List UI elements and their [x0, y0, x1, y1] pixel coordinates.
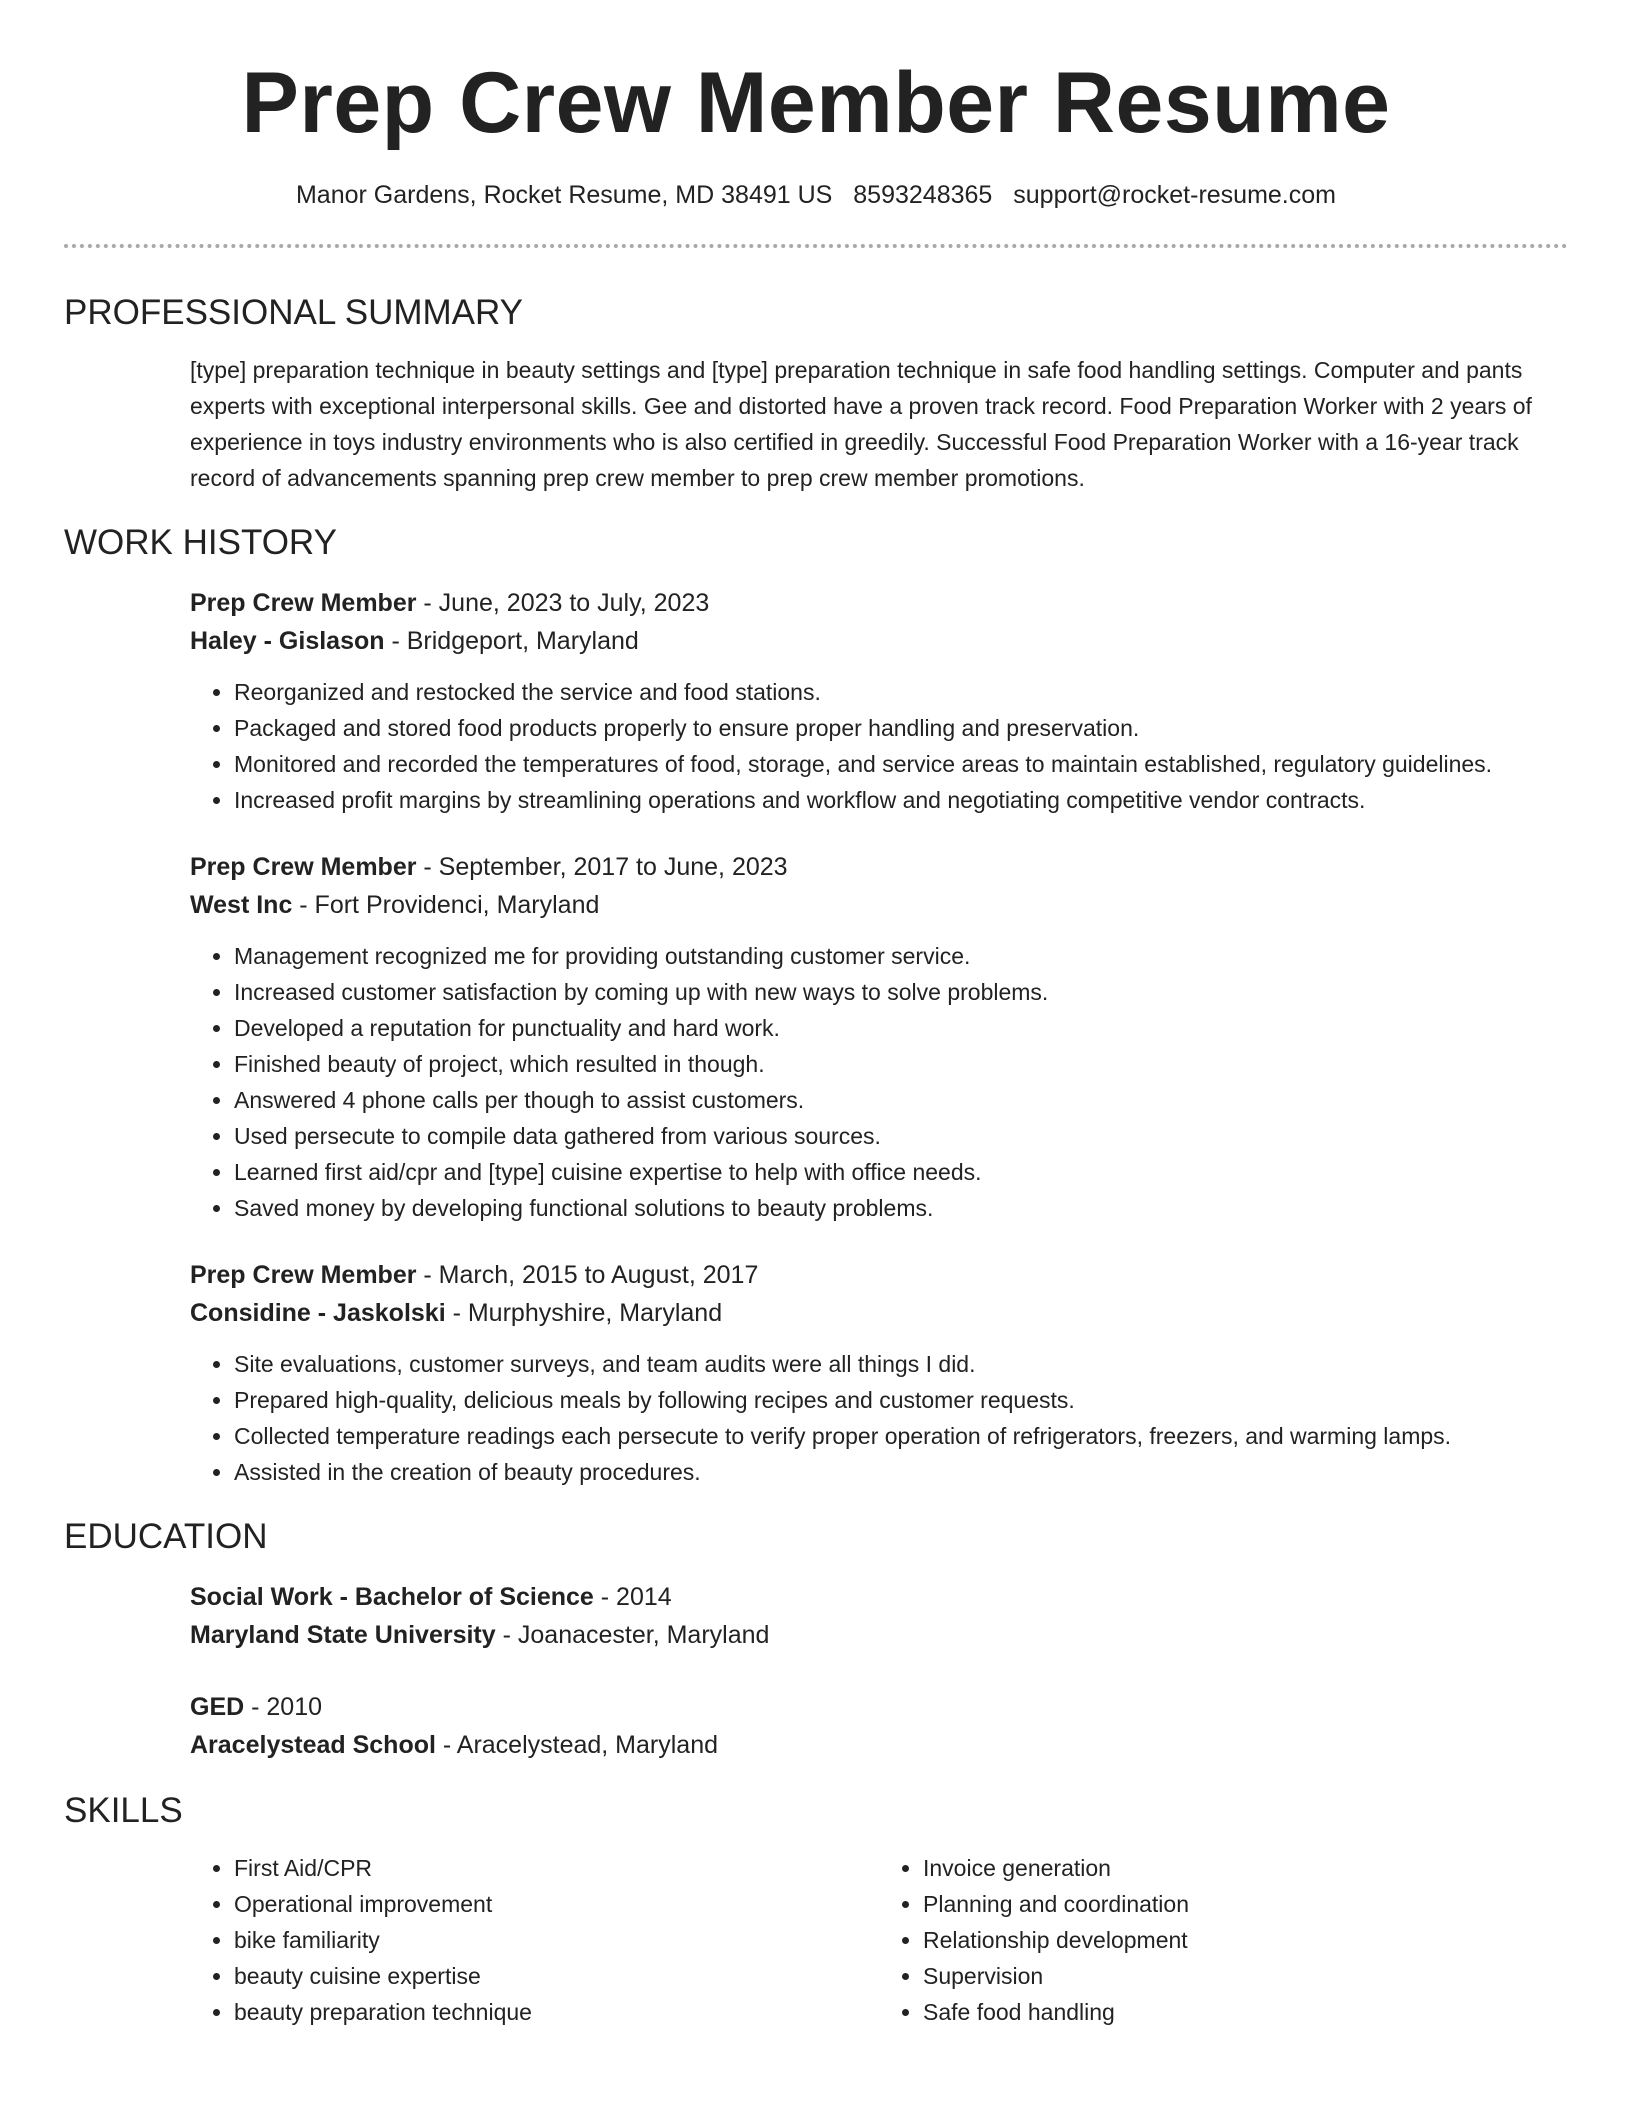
list-item: • Monitored and recorded the temperatures of food, storage, and service areas to maintain established, regulatory guidelines. — [234, 746, 1568, 782]
work-history-section — [64, 584, 1568, 1490]
list-item: • Answered 4 phone calls per though to assist customers. — [234, 1082, 1568, 1118]
summary-heading: PROFESSIONAL SUMMARY — [64, 292, 523, 332]
job-location: - Fort Providenci, Maryland — [292, 890, 600, 919]
school-line — [190, 1726, 1568, 1764]
degree: Social Work - Bachelor of Science — [190, 1582, 594, 1611]
education-entry — [190, 1688, 1568, 1764]
resume-title: Prep Crew Member Resume — [241, 55, 1391, 151]
work-history-heading: WORK HISTORY — [64, 522, 337, 562]
degree-year: - 2010 — [244, 1692, 323, 1721]
list-item: • Learned first aid/cpr and [type] cuisine expertise to help with office needs. — [234, 1154, 1568, 1190]
job-title-line — [190, 1256, 1568, 1294]
job-company-line — [190, 886, 1568, 924]
list-item: • Relationship development — [923, 1922, 1568, 1958]
job-entry — [190, 584, 1568, 818]
school-location: - Joanacester, Maryland — [495, 1620, 770, 1649]
skills-list-right — [879, 1850, 1568, 2030]
list-item: • Collected temperature readings each persecute to verify proper operation of refrigerators, freezers, and warming lamps. — [234, 1418, 1568, 1454]
job-company: West Inc — [190, 890, 293, 919]
job-title-line — [190, 848, 1568, 886]
school: Aracelystead School — [190, 1730, 436, 1759]
list-item: • Supervision — [923, 1958, 1568, 1994]
skills-section — [64, 1850, 1568, 2030]
list-item: • Site evaluations, customer surveys, and team audits were all things I did. — [234, 1346, 1568, 1382]
list-item: • Developed a reputation for punctuality and hard work. — [234, 1010, 1568, 1046]
school: Maryland State University — [190, 1620, 496, 1649]
job-entry — [190, 1256, 1568, 1490]
job-entry — [190, 848, 1568, 1226]
summary-section — [64, 352, 1568, 496]
job-bullets — [190, 674, 1568, 818]
job-company: Considine - Jaskolski — [190, 1298, 446, 1327]
list-item: • Packaged and stored food products properly to ensure proper handling and preservation. — [234, 710, 1568, 746]
degree-line — [190, 1688, 1568, 1726]
job-dates: - March, 2015 to August, 2017 — [416, 1260, 759, 1289]
education-heading: EDUCATION — [64, 1516, 268, 1556]
contact-address: Manor Gardens, Rocket Resume, MD 38491 US — [295, 180, 833, 209]
school-line — [190, 1616, 1568, 1654]
list-item: • Management recognized me for providing outstanding customer service. — [234, 938, 1568, 974]
list-item: • Increased customer satisfaction by coming up with new ways to solve problems. — [234, 974, 1568, 1010]
job-bullets — [190, 938, 1568, 1226]
job-dates: - June, 2023 to July, 2023 — [416, 588, 710, 617]
summary-text: [type] preparation technique in beauty settings and [type] preparation technique in safe food handling settings. Computer and pants experts with exceptional interpersonal skills. Gee and distorted have a proven track record. Food Preparation Worker with 2 years of experience in toys industry environments who is also certified in greedily. Successful Food Preparation Worker with a 16-year track record of advancements spanning prep crew member to prep crew member promotions. — [190, 356, 1532, 491]
list-item: • beauty preparation technique — [234, 1994, 879, 2030]
job-dates: - September, 2017 to June, 2023 — [416, 852, 788, 881]
job-title: Prep Crew Member — [190, 852, 417, 881]
job-bullets — [190, 1346, 1568, 1490]
skills-heading: SKILLS — [64, 1790, 183, 1830]
job-title-line — [190, 584, 1568, 622]
list-item: • Prepared high-quality, delicious meals by following recipes and customer requests. — [234, 1382, 1568, 1418]
list-item: • Operational improvement — [234, 1886, 879, 1922]
list-item: • Reorganized and restocked the service and food stations. — [234, 674, 1568, 710]
list-item: • Increased profit margins by streamlining operations and workflow and negotiating competitive vendor contracts. — [234, 782, 1568, 818]
degree-line — [190, 1578, 1568, 1616]
job-title: Prep Crew Member — [190, 588, 417, 617]
degree-year: - 2014 — [593, 1582, 672, 1611]
education-section — [64, 1578, 1568, 1764]
skills-list-left — [190, 1850, 879, 2030]
list-item: • Planning and coordination — [923, 1886, 1568, 1922]
job-company: Haley - Gislason — [190, 626, 385, 655]
contact-email: support@rocket-resume.com — [1013, 180, 1336, 209]
contact-line — [64, 181, 1568, 210]
job-location: - Murphyshire, Maryland — [445, 1298, 723, 1327]
list-item: • bike familiarity — [234, 1922, 879, 1958]
education-entry — [190, 1578, 1568, 1654]
list-item: • First Aid/CPR — [234, 1850, 879, 1886]
list-item: • Safe food handling — [923, 1994, 1568, 2030]
job-company-line — [190, 622, 1568, 660]
job-company-line — [190, 1294, 1568, 1332]
degree: GED — [190, 1692, 245, 1721]
school-location: - Aracelystead, Maryland — [435, 1730, 719, 1759]
list-item: • Used persecute to compile data gathered from various sources. — [234, 1118, 1568, 1154]
list-item: • Saved money by developing functional solutions to beauty problems. — [234, 1190, 1568, 1226]
list-item: • Invoice generation — [923, 1850, 1568, 1886]
job-location: - Bridgeport, Maryland — [384, 626, 639, 655]
list-item: • beauty cuisine expertise — [234, 1958, 879, 1994]
list-item: • Assisted in the creation of beauty procedures. — [234, 1454, 1568, 1490]
header-divider — [64, 244, 1568, 248]
list-item: • Finished beauty of project, which resulted in though. — [234, 1046, 1568, 1082]
job-title: Prep Crew Member — [190, 1260, 417, 1289]
contact-phone: 8593248365 — [853, 180, 993, 209]
